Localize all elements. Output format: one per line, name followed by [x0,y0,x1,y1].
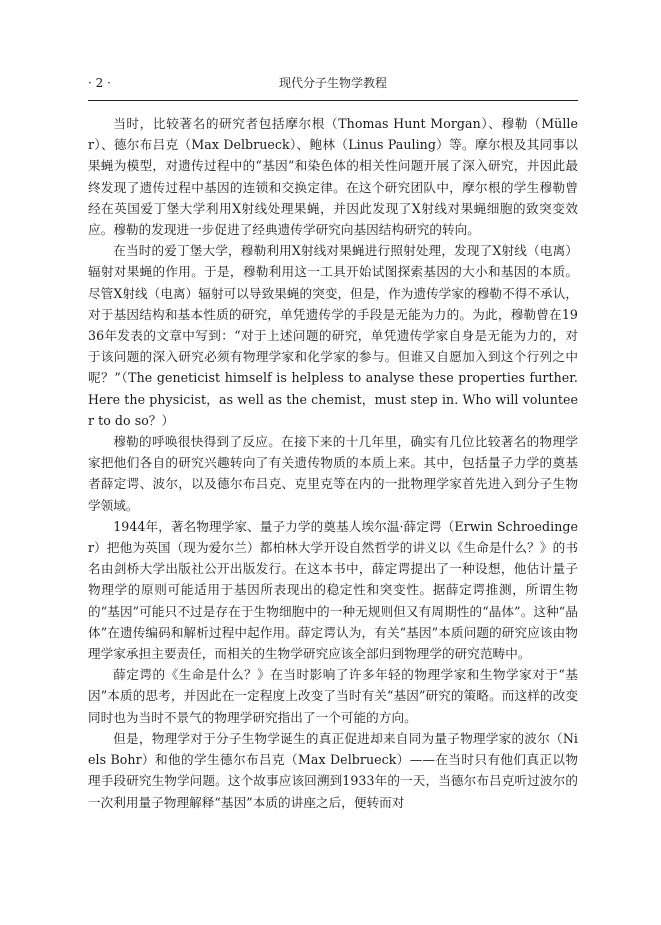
paragraph: 1944年，著名物理学家、量子力学的奠基人埃尔温·薛定谔（Erwin Schroedinger）把他为英国（现为爱尔兰）都柏林大学开设自然哲学的讲义以《生命是什么？》的书名由剑桥大学出版社公开出版发行。在这本书中，薛定谔提出了一种设想，他估计量子物理学的原则可能适用于基因所表现出的稳定性和突变性。据薛定谔推测，所谓生物的“基因”可能只不过是存在于生物细胞中的一种无规则但又有周期性的“晶体”。这种“晶体”在遗传编码和解析过程中起作用。薛定谔认为，有关“基因”本质问题的研究应该由物理学家承担主要责任，而相关的生物学研究应该全部归到物理学的研究范畴中。 [88,518,578,662]
paragraph: 当时，比较著名的研究者包括摩尔根（Thomas Hunt Morgan）、穆勒（Müller）、德尔布吕克（Max Delbrueck）、鲍林（Linus Pauling）等。摩尔根及其同事以果蝇为模型，对遗传过程中的“基因”和染色体的相关性问题开展了深入研究，并因此最终发现了遗传过程中基因的连锁和交换定律。在这个研究团队中，摩尔根的学生穆勒曾经在英国爱丁堡大学利用X射线处理果蝇，并因此发现了X射线对果蝇细胞的致突变效应。穆勒的发现进一步促进了经典遗传学研究向基因结构研究的转向。 [88,116,578,238]
book-page [88,72,578,813]
running-header [88,72,578,94]
paragraph: 在当时的爱丁堡大学，穆勒利用X射线对果蝇进行照射处理，发现了X射线（电离）辐射对果蝇的作用。于是，穆勒利用这一工具开始试图探索基因的大小和基因的本质。尽管X射线（电离）辐射可以导致果蝇的突变，但是，作为遗传学家的穆勒不得不承认，对于基因结构和基本性质的研究，单凭遗传学的手段是无能为力的。为此，穆勒曾在1936年发表的文章中写到：“对于上述问题的研究，单凭遗传学家自身是无能为力的，对于该问题的深入研究必须有物理学家和化学家的参与。但谁又自愿加入到这个行列之中呢？”（The geneticist himself is helpless to analyse these properties further. Here the physicist，as well as the chemist，must step in. Who will volunteer to do so？） [88,243,578,428]
paragraph: 薛定谔的《生命是什么？》在当时影响了许多年轻的物理学家和生物学家对于“基因”本质的思考，并因此在一定程度上改变了当时有关“基因”研究的策略。而这样的改变同时也为当时不景气的物理学研究指出了一个可能的方向。 [88,667,578,725]
paragraph: 但是，物理学对于分子生物学诞生的真正促进却来自同为量子物理学家的波尔（Niels Bohr）和他的学生德尔布吕克（Max Delbrueck）——在当时只有他们真正以物理手段研究生物学问题。这个故事应该回溯到1933年的一天，当德尔布吕克听过波尔的一次利用量子物理解释“基因”本质的讲座之后，便转而对 [88,730,578,810]
paragraph: 穆勒的呼唤很快得到了反应。在接下来的十几年里，确实有几位比较著名的物理学家把他们各自的研究兴趣转向了有关遗传物质的本质上来。其中，包括量子力学的奠基者薛定谔、波尔，以及德尔布吕克、克里克等在内的一批物理学家首先进入到分子生物学领域。 [88,434,578,513]
book-title: 现代分子生物学教程 [278,76,387,90]
page-number: · 2 · [88,76,111,90]
body-text [88,113,578,813]
header-rule [88,100,578,101]
